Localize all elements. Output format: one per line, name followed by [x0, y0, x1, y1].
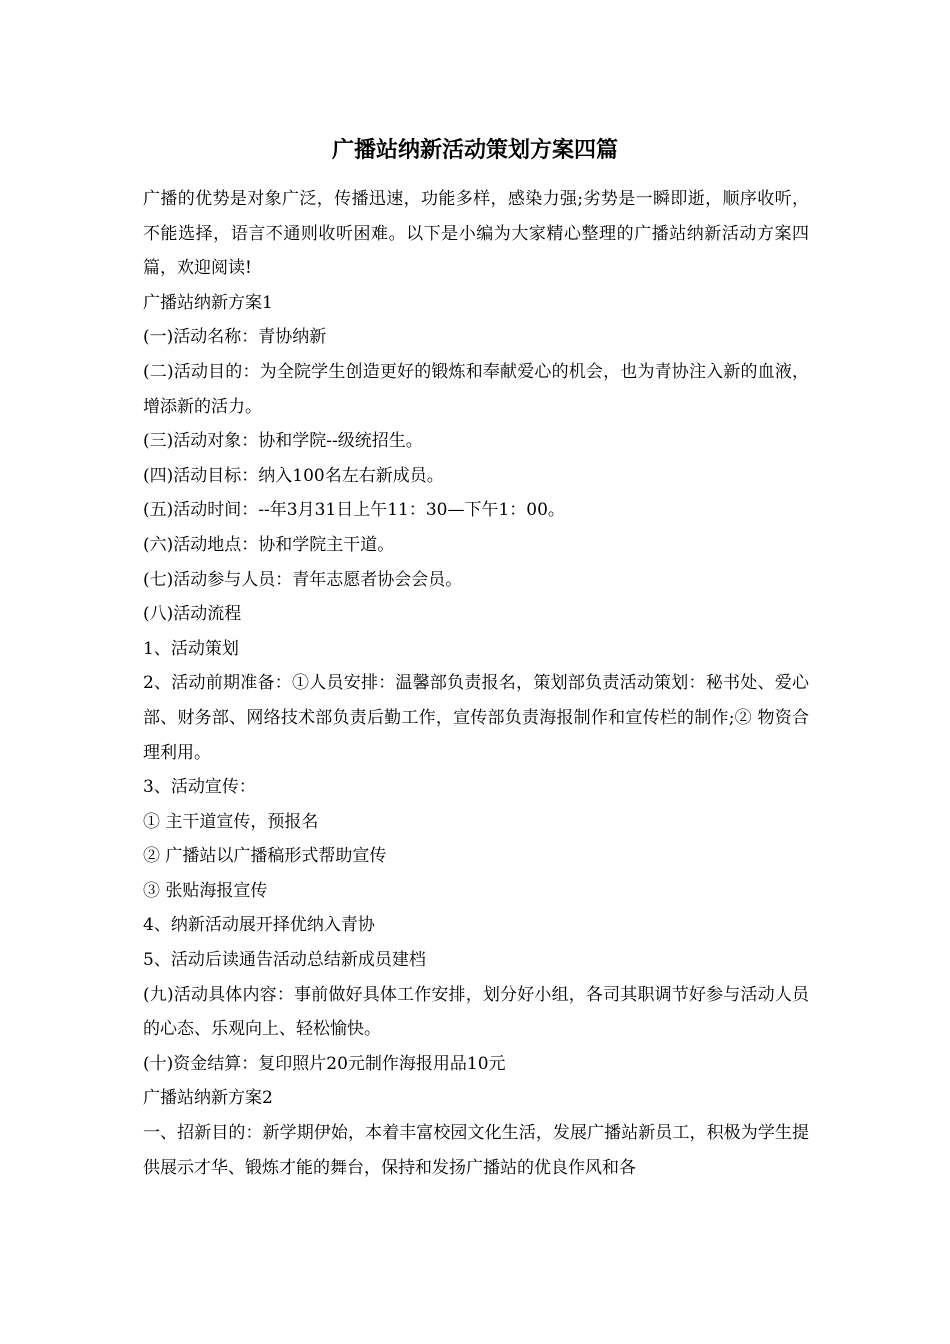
activity-participants-item: (七)活动参与人员：青年志愿者协会会员。 [143, 569, 463, 590]
activity-target-item: (三)活动对象：协和学院--级统招生。 [143, 431, 423, 452]
activity-purpose-item: (二)活动目的：为全院学生创造更好的锻炼和奉献爱心的机会，也为青协注入新的血液，增添新的活力。 [143, 361, 809, 417]
process-step-1: 1、活动策划 [143, 638, 239, 659]
promotion-subitem-2: ② 广播站以广播稿形式帮助宣传 [143, 846, 387, 867]
process-step-5: 5、活动后读通告活动总结新成员建档 [143, 950, 426, 971]
budget-item: (十)资金结算：复印照片20元制作海报用品10元 [143, 1053, 506, 1074]
process-step-4: 4、纳新活动展开择优纳入青协 [143, 915, 375, 936]
promotion-subitem-3: ③ 张贴海报宣传 [143, 880, 268, 901]
document-body [143, 182, 809, 1185]
intro-paragraph: 广播的优势是对象广泛，传播迅速，功能多样，感染力强;劣势是一瞬即逝，顺序收听，不能选择，语言不通则收听困难。以下是小编为大家精心整理的广播站纳新活动方案四篇，欢迎阅读! [143, 189, 809, 279]
activity-content-item: (九)活动具体内容：事前做好具体工作安排，划分好小组，各司其职调节好参与活动人员的心态、乐观向上、轻松愉快。 [143, 984, 809, 1040]
recruitment-purpose-paragraph: 一、招新目的：新学期伊始，本着丰富校园文化生活，发展广播站新员工，积极为学生提供展示才华、锻炼才能的舞台，保持和发扬广播站的优良作风和各 [143, 1123, 809, 1178]
activity-location-item: (六)活动地点：协和学院主干道。 [143, 534, 395, 555]
activity-process-item: (八)活动流程 [143, 604, 242, 625]
process-step-3: 3、活动宣传： [143, 777, 256, 798]
promotion-subitem-1: ① 主干道宣传，预报名 [143, 811, 319, 832]
activity-goal-item: (四)活动目标：纳入100名左右新成员。 [143, 465, 444, 486]
document-title: 广播站纳新活动策划方案四篇 [331, 137, 618, 163]
section-heading-plan-1: 广播站纳新方案1 [143, 292, 273, 313]
activity-name-item: (一)活动名称：青协纳新 [143, 327, 327, 348]
activity-time-item: (五)活动时间：--年3月31日上午11：30—下午1：00。 [143, 500, 565, 521]
section-heading-plan-2: 广播站纳新方案2 [143, 1088, 273, 1109]
process-step-2: 2、活动前期准备：①人员安排：温馨部负责报名，策划部负责活动策划：秘书处、爱心部、财务部、网络技术部负责后勤工作，宣传部负责海报制作和宣传栏的制作;② 物资合理利用。 [143, 673, 809, 763]
